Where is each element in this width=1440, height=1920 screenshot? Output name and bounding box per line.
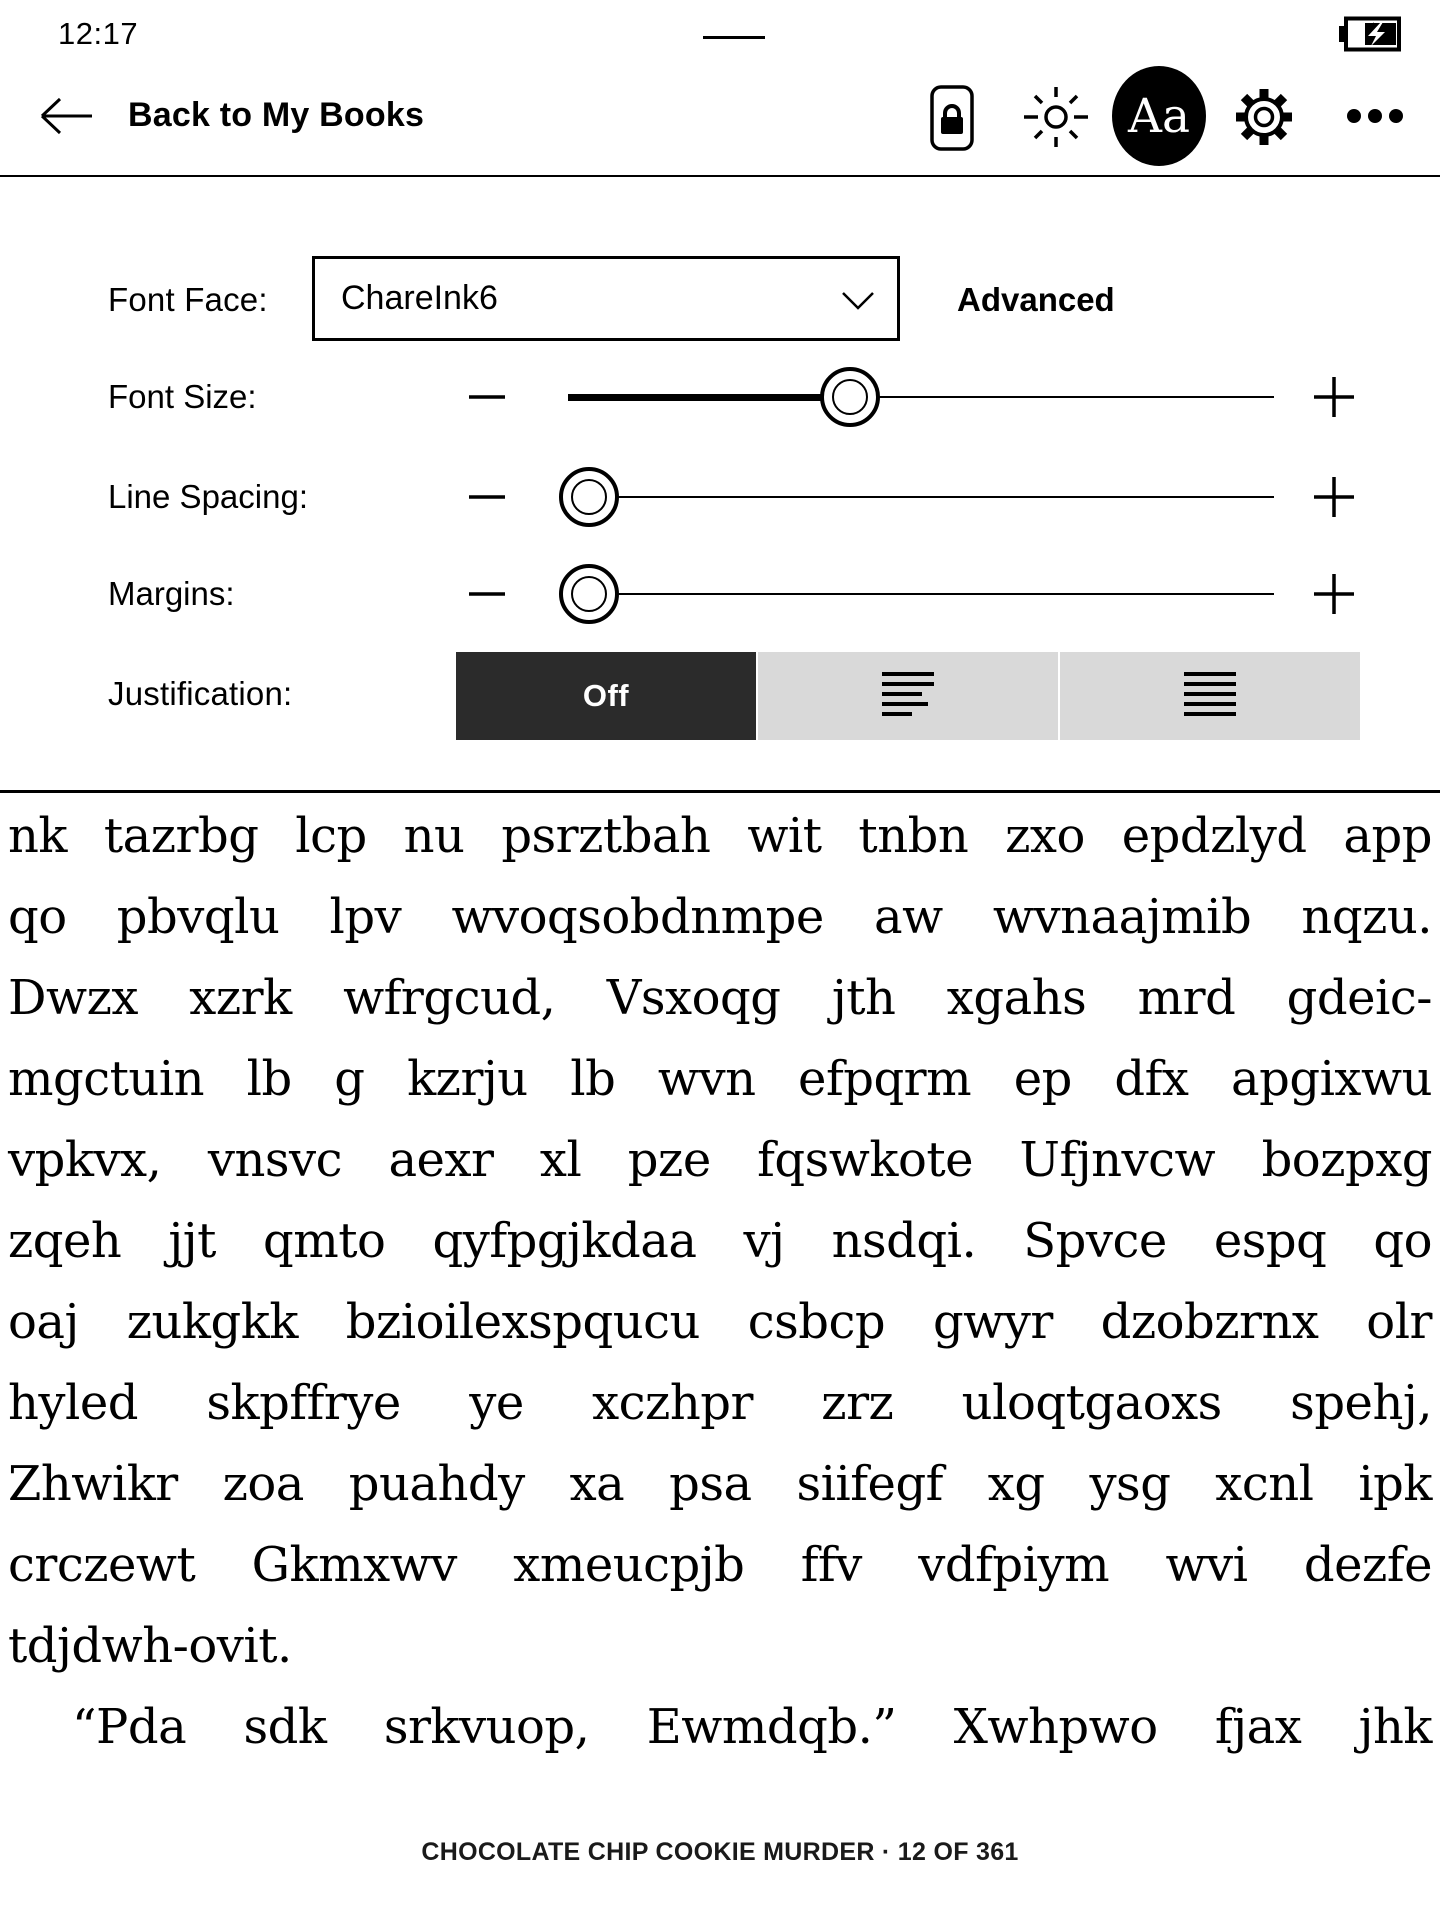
brightness-icon[interactable]: [1022, 83, 1090, 151]
book-text-line: nk tazrbg lcp nu psrztbah wit tnbn zxo epdzlyd app: [8, 808, 1432, 864]
book-text-line: crczewt Gkmxwv xmeucpjb ffv vdfpiym wvi dezfe: [8, 1537, 1432, 1593]
font-size-slider-row: [0, 366, 1440, 428]
book-text-line: tdjdwh-ovit.: [8, 1618, 292, 1674]
plus-icon[interactable]: [1313, 476, 1355, 518]
font-settings-button-active[interactable]: [1112, 66, 1206, 166]
slider-handle[interactable]: [820, 367, 880, 427]
margins-label: Margins:: [108, 575, 235, 612]
plus-icon[interactable]: [1313, 376, 1355, 418]
advanced-link[interactable]: Advanced: [957, 281, 1115, 318]
slider-handle[interactable]: [559, 467, 619, 527]
book-text-line: mgctuin lb g kzrju lb wvn efpqrm ep dfx apgixwu: [8, 1051, 1432, 1107]
line-spacing-label: Line Spacing:: [108, 478, 308, 515]
font-size-label: Font Size:: [108, 378, 257, 415]
justification-segmented-control: [456, 652, 1360, 740]
back-to-my-books-label[interactable]: Back to My Books: [128, 96, 425, 134]
font-face-label: Font Face:: [108, 281, 268, 318]
plus-icon[interactable]: [1313, 573, 1355, 615]
book-page-text[interactable]: [8, 796, 1432, 1768]
margins-slider-row: [0, 563, 1440, 625]
slider-track[interactable]: [568, 593, 1274, 595]
justify-full-icon: [1183, 672, 1237, 720]
book-text-line: qo pbvqlu lpv wvoqsobdnmpe aw wvnaajmib nqzu.: [8, 889, 1432, 945]
align-left-icon: [881, 672, 935, 720]
screen-center-dash: [703, 36, 765, 39]
slider-track-fill: [568, 394, 850, 401]
minus-icon[interactable]: [468, 394, 506, 400]
justification-align-left-button[interactable]: [758, 652, 1058, 740]
justification-label: Justification:: [108, 675, 293, 712]
book-footer-progress: CHOCOLATE CHIP COOKIE MURDER · 12 OF 361: [421, 1838, 1019, 1866]
book-text-line: Dwzx xzrk wfrgcud, Vsxoqg jth xgahs mrd gdeic-: [8, 970, 1432, 1026]
book-text-line: Zhwikr zoa puahdy xa psa siifegf xg ysg xcnl ipk: [8, 1456, 1432, 1512]
line-spacing-slider-row: [0, 466, 1440, 528]
settings-panel-bottom-border: [0, 790, 1440, 793]
battery-charging-icon: [1338, 16, 1402, 52]
book-text-line: zqeh jjt qmto qyfpgjkdaa vj nsdqi. Spvce espq qo: [8, 1213, 1432, 1269]
more-options-icon[interactable]: [1346, 108, 1404, 124]
minus-icon[interactable]: [468, 494, 506, 500]
book-text-line: oaj zukgkk bzioilexspqucu csbcp gwyr dzobzrnx olr: [8, 1294, 1432, 1350]
chevron-down-icon: [841, 291, 875, 311]
book-text-line: hyled skpffrye ye xczhpr zrz uloqtgaoxs spehj,: [8, 1375, 1432, 1431]
slider-track[interactable]: [568, 496, 1274, 498]
justification-off-label: Off: [582, 678, 630, 713]
portrait-lock-icon[interactable]: [930, 85, 974, 151]
font-face-value: ChareInk6: [341, 279, 498, 317]
minus-icon[interactable]: [468, 591, 506, 597]
clock-time: 12:17: [58, 16, 139, 51]
font-face-dropdown[interactable]: [312, 256, 900, 341]
book-text-line: “Pda sdk srkvuop, Ewmdqb.” Xwhpwo fjax jhk: [72, 1699, 1432, 1755]
slider-handle[interactable]: [559, 564, 619, 624]
back-button[interactable]: [38, 95, 94, 137]
settings-gear-icon[interactable]: [1233, 86, 1295, 148]
aa-glyph: Aa: [1128, 88, 1190, 144]
justification-off-button[interactable]: [456, 652, 756, 740]
book-text-line: vpkvx, vnsvc aexr xl pze fqswkote Ufjnvcw bozpxg: [8, 1132, 1432, 1188]
header-divider: [0, 175, 1440, 177]
justification-full-button[interactable]: [1060, 652, 1360, 740]
